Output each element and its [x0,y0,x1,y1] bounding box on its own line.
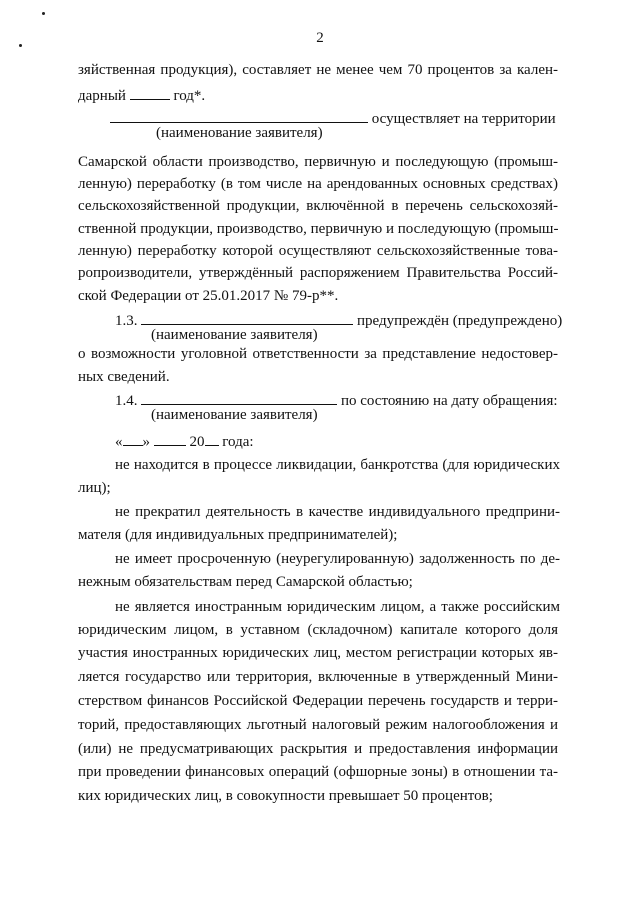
quote-close: » [142,434,150,450]
text-line: сельскохозяйственной продукции, включённой в перечень сельскохозяй- [78,198,558,214]
text-fragment: года: [222,434,254,450]
text-line: не прекратил деятельность в качестве индивидуального предприни- [115,504,560,520]
blank-line [141,390,337,405]
text-line: торий, предоставляющих льготный налоговый режим налогообложения и [78,717,558,733]
month-blank [154,431,186,446]
text-line: ных сведений. [78,369,170,385]
text-fragment: предупреждён (предупреждено) [357,313,563,329]
text-line: участия иностранных юридических лиц, местом регистрации которых яв- [78,645,558,661]
text-line: не имеет просроченную (неурегулированную) задолженность по де- [115,551,560,567]
text-line: ленную) переработку которой осуществляют сельскохозяйственные това- [78,243,558,259]
field-caption: (наименование заявителя) [151,327,318,343]
text-line: (или) не предусматривающих раскрытия и предоставления информации [78,741,558,757]
text-line: юридическим лицом, в уставном (складочном) капитале которого доля [78,622,558,638]
text-line: ской Федерации от 25.01.2017 № 79-р**. [78,288,339,304]
blank-line [141,310,353,325]
text-line: не находится в процессе ликвидации, банкротства (для юридических [115,457,560,473]
text-line: ственной продукции, производство, первичную и последующую (промыш- [78,221,559,237]
scan-dot [42,12,45,15]
text-line: не является иностранным юридическим лицом, а также российским [115,599,560,615]
field-caption: (наименование заявителя) [156,125,323,141]
text-line: ропроизводители, утверждённый распоряжением Правительства Россий- [78,265,558,281]
section-number: 1.4. [115,393,138,409]
text-fragment: по состоянию на дату обращения: [341,393,558,409]
blank-line [130,85,170,100]
field-caption: (наименование заявителя) [151,407,318,423]
year-prefix: 20 [189,434,205,450]
text-line: мателя (для индивидуальных предпринимателей); [78,527,398,543]
text-line: о возможности уголовной ответственности за представление недостовер- [78,346,558,362]
text-fragment: год*. [173,88,206,104]
text-line: ляется государство или территория, включенные в утвержденный Мини- [78,669,558,685]
text-line [78,85,558,105]
text-line: Самарской области производство, первичную и последующую (промыш- [78,154,558,170]
text-line: ленную) переработку (в том числе на арендованных основных средствах) [78,176,558,192]
text-line: лиц); [78,480,111,496]
day-blank [123,431,143,446]
section-number: 1.3. [115,313,138,329]
text-line: нежным обязательствам перед Самарской областью; [78,574,413,590]
date-line [115,431,560,451]
text-line: при проведении финансовых операций (офшорные зоны) в отношении та- [78,764,558,780]
page-number: 2 [316,30,324,46]
text-line: ких юридических лиц, в совокупности превышает 50 процентов; [78,788,493,804]
blank-line [110,108,368,123]
text-fragment: дарный [78,88,126,104]
text-line: стерством финансов Российской Федерации перечень государств и терри- [78,693,558,709]
text-line: зяйственная продукция), составляет не менее чем 70 процентов за кален- [78,62,558,78]
text-fragment: осуществляет на территории [371,111,556,127]
year-blank [205,431,219,446]
quote-open: « [115,434,123,450]
